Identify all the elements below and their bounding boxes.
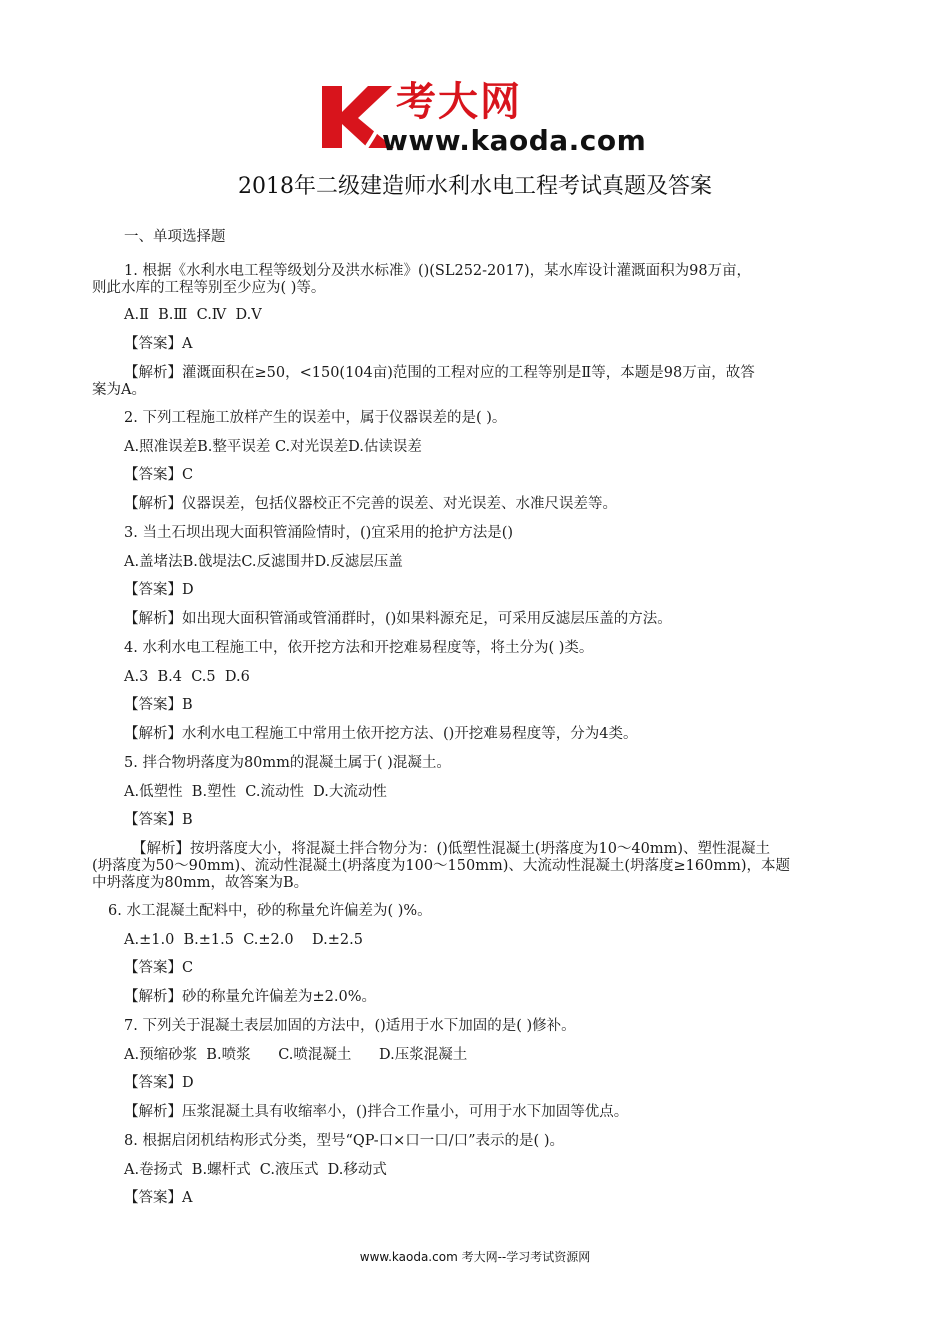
- explanation-text: 【解析】压浆混凝土具有收缩率小，()拌合工作量小，可用于水下加固等优点。: [124, 1104, 629, 1120]
- logo-url-text: www.kaoda.com: [382, 124, 647, 157]
- question-text: 3. 当土石坝出现大面积管涌险情时，()宜采用的抢护方法是(): [124, 525, 514, 541]
- answer-line: 【答案】A: [124, 1190, 193, 1206]
- question-text: 1. 根据《水利水电工程等级划分及洪水标准》()(SL252-2017)，某水库设计灌溉面积为98万亩，: [124, 263, 752, 279]
- question-text: 2. 下列工程施工放样产生的误差中，属于仪器误差的是( )。: [124, 410, 507, 426]
- question-text: 7. 下列关于混凝土表层加固的方法中，()适用于水下加固的是( )修补。: [124, 1018, 576, 1034]
- explanation-text: 【解析】如出现大面积管涌或管涌群时，()如果料源充足，可采用反滤层压盖的方法。: [124, 611, 672, 627]
- explanation-text: 【解析】按坍落度大小，将混凝土拌合物分为：()低塑性混凝土(坍落度为10～40mm)、塑性混凝土: [132, 841, 771, 857]
- answer-line: 【答案】B: [124, 697, 193, 713]
- question-text: 6. 水工混凝土配料中，砂的称量允许偏差为( )%。: [108, 903, 432, 919]
- page-title: 2018年二级建造师水利水电工程考试真题及答案: [238, 174, 712, 199]
- logo-brand-text: 考大网: [396, 79, 522, 125]
- question-text: 8. 根据启闭机结构形式分类，型号“QP-口×口一口/口”表示的是( )。: [124, 1133, 564, 1149]
- answer-line: 【答案】D: [124, 1075, 194, 1091]
- question-text: 则此水库的工程等别至少应为( )等。: [92, 280, 326, 296]
- answer-options: A.Ⅱ B.Ⅲ C.Ⅳ D.Ⅴ: [124, 307, 262, 323]
- section-heading: 一、单项选择题: [124, 229, 226, 245]
- kaoda-logo[interactable]: [318, 78, 648, 160]
- explanation-text: 【解析】砂的称量允许偏差为±2.0%。: [124, 989, 376, 1005]
- answer-options: A.照准误差B.整平误差 C.对光误差D.估读误差: [124, 439, 422, 455]
- explanation-text: 中坍落度为80mm，故答案为B。: [92, 875, 309, 891]
- answer-options: A.±1.0 B.±1.5 C.±2.0 D.±2.5: [124, 932, 363, 948]
- answer-options: A.盖堵法B.戗堤法C.反滤围井D.反滤层压盖: [124, 554, 403, 570]
- explanation-text: 【解析】水利水电工程施工中常用土依开挖方法、()开挖难易程度等，分为4类。: [124, 726, 638, 742]
- answer-line: 【答案】B: [124, 812, 193, 828]
- page-footer: www.kaoda.com 考大网--学习考试资源网: [359, 1250, 591, 1264]
- answer-line: 【答案】D: [124, 582, 194, 598]
- answer-options: A.3 B.4 C.5 D.6: [124, 669, 250, 685]
- explanation-text: 【解析】灌溉面积在≥50，<150(104亩)范围的工程对应的工程等别是Ⅱ等，本题是98万亩，故答: [124, 365, 755, 381]
- question-text: 4. 水利水电工程施工中，依开挖方法和开挖难易程度等，将土分为( )类。: [124, 640, 594, 656]
- question-text: 5. 拌合物坍落度为80mm的混凝土属于( )混凝土。: [124, 755, 451, 771]
- answer-options: A.低塑性 B.塑性 C.流动性 D.大流动性: [124, 784, 387, 800]
- answer-options: A.预缩砂浆 B.喷浆 C.喷混凝土 D.压浆混凝土: [124, 1047, 468, 1063]
- answer-line: 【答案】C: [124, 467, 194, 483]
- answer-line: 【答案】A: [124, 336, 193, 352]
- explanation-text: 案为A。: [92, 382, 146, 398]
- explanation-text: (坍落度为50～90mm)、流动性混凝土(坍落度为100～150mm)、大流动性混凝土(坍落度≥160mm)，本题: [92, 858, 791, 874]
- explanation-text: 【解析】仪器误差，包括仪器校正不完善的误差、对光误差、水准尺误差等。: [124, 496, 617, 512]
- answer-line: 【答案】C: [124, 960, 194, 976]
- answer-options: A.卷扬式 B.螺杆式 C.液压式 D.移动式: [124, 1162, 387, 1178]
